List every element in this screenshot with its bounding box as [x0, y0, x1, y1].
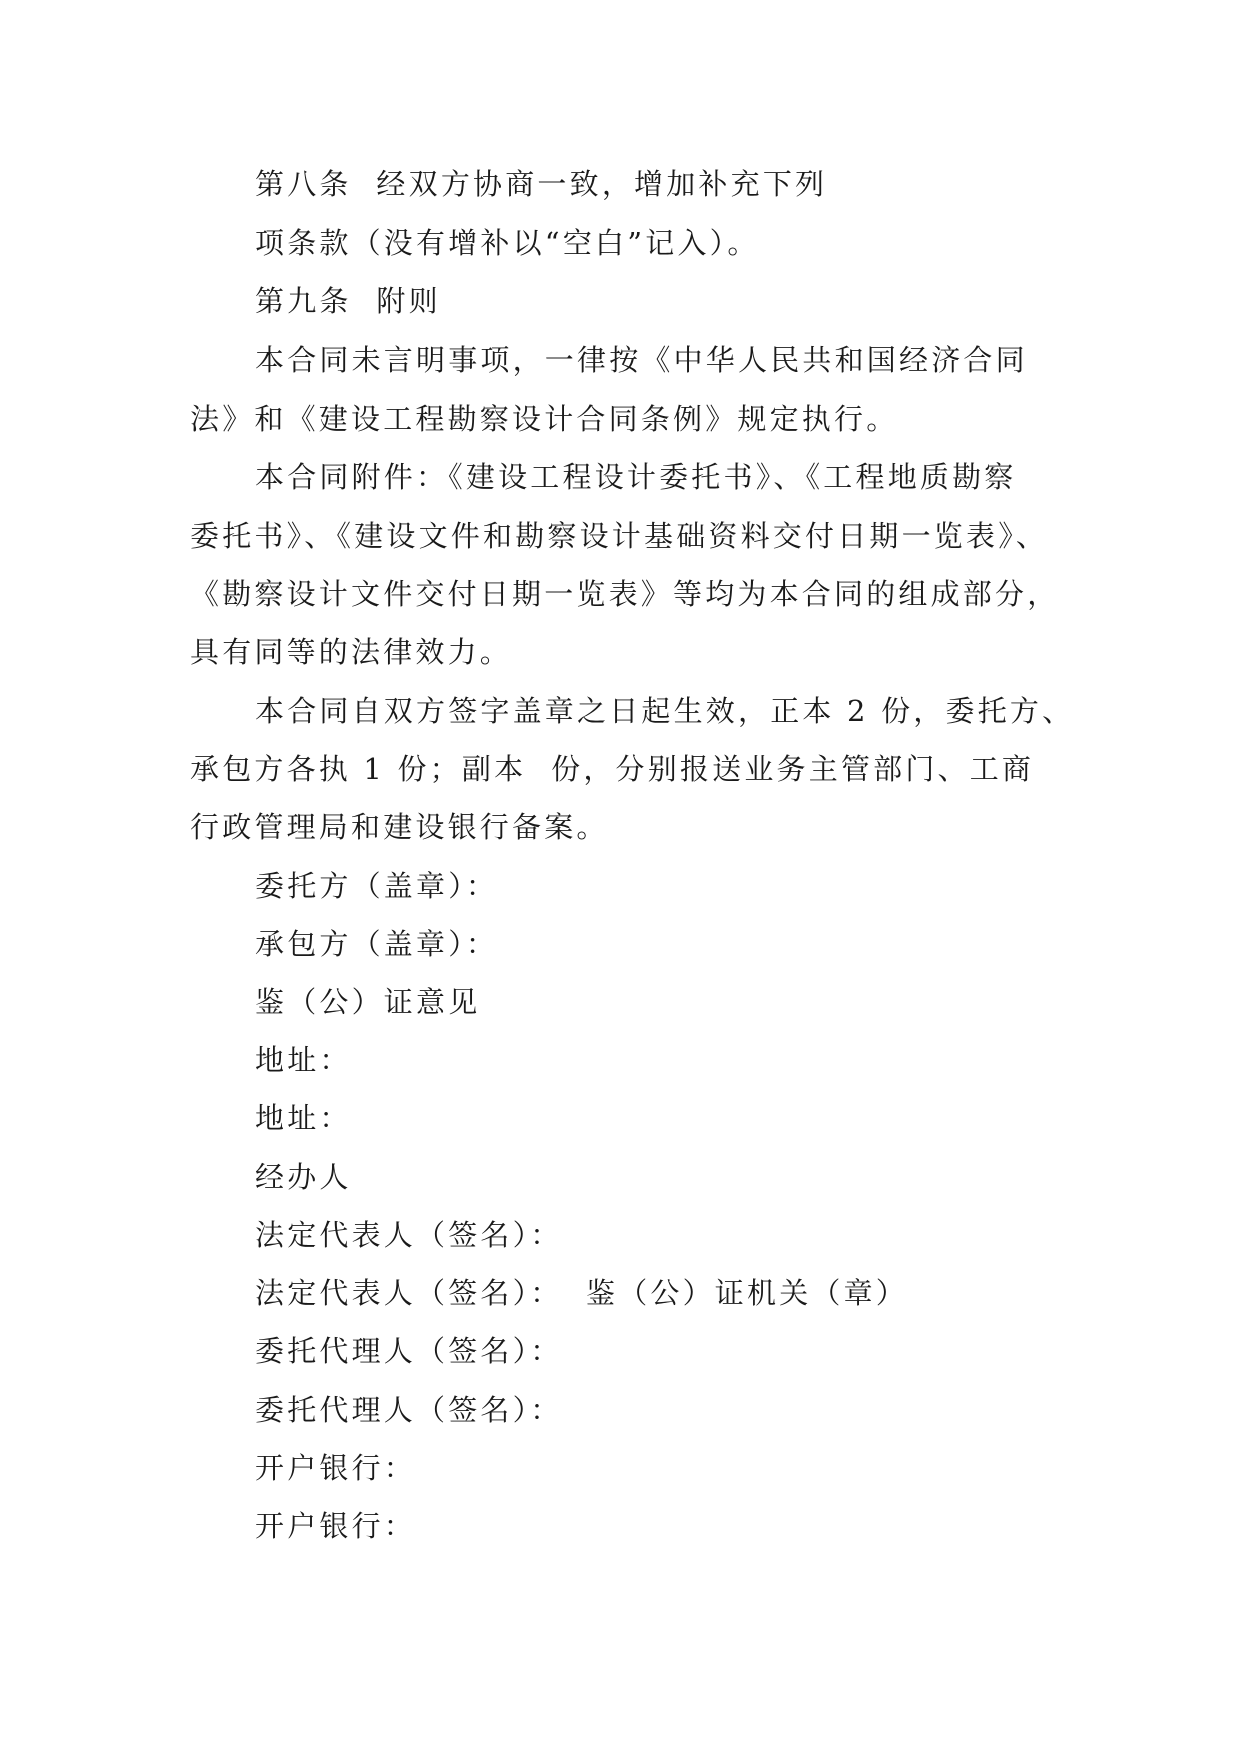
address-label-1: 地址：	[255, 1043, 352, 1077]
contractor-seal-label: 承包方（盖章）：	[255, 927, 499, 961]
handler-label: 经办人	[255, 1160, 352, 1194]
notary-opinion-label: 鉴（公）证意见	[255, 985, 481, 1019]
legal-rep-label-2: 法定代表人（签名）：	[255, 1276, 563, 1310]
article9-para2-line4: 具有同等的法律效力。	[190, 635, 513, 669]
article9-para3-line1: 本合同自双方签字盖章之日起生效，正本 2 份，委托方、	[255, 694, 1075, 728]
article9-para3-line2: 承包方各执 1 份；副本 份，分别报送业务主管部门、工商	[190, 752, 1035, 786]
article9-para2-line2: 委托书》、《建设文件和勘察设计基础资料交付日期一览表》、	[190, 519, 1049, 553]
article9-heading: 第九条 附则	[255, 284, 441, 318]
address-label-2: 地址：	[255, 1101, 352, 1135]
notary-authority-seal-label: 鉴（公）证机关（章）	[586, 1276, 909, 1310]
bank-label-1: 开户银行：	[255, 1451, 417, 1485]
article9-para3-line3: 行政管理局和建设银行备案。	[190, 810, 609, 844]
article8-line1: 第八条 经双方协商一致，增加补充下列	[255, 167, 828, 201]
article9-para2-line3: 《勘察设计文件交付日期一览表》等均为本合同的组成部分，	[190, 577, 1060, 611]
bank-label-2: 开户银行：	[255, 1509, 417, 1543]
legal-rep-label-1: 法定代表人（签名）：	[255, 1218, 563, 1252]
client-seal-label: 委托方（盖章）：	[255, 869, 499, 903]
article8-line2: 项条款（没有增补以“空白”记入）。	[255, 226, 760, 260]
article9-para1-line1: 本合同未言明事项，一律按《中华人民共和国经济合同	[255, 343, 1028, 377]
agent-label-2: 委托代理人（签名）：	[255, 1393, 563, 1427]
article9-para1-line2: 法》和《建设工程勘察设计合同条例》规定执行。	[190, 402, 899, 436]
agent-label-1: 委托代理人（签名）：	[255, 1334, 563, 1368]
article9-para2-line1: 本合同附件：《建设工程设计委托书》、《工程地质勘察	[255, 460, 1017, 494]
